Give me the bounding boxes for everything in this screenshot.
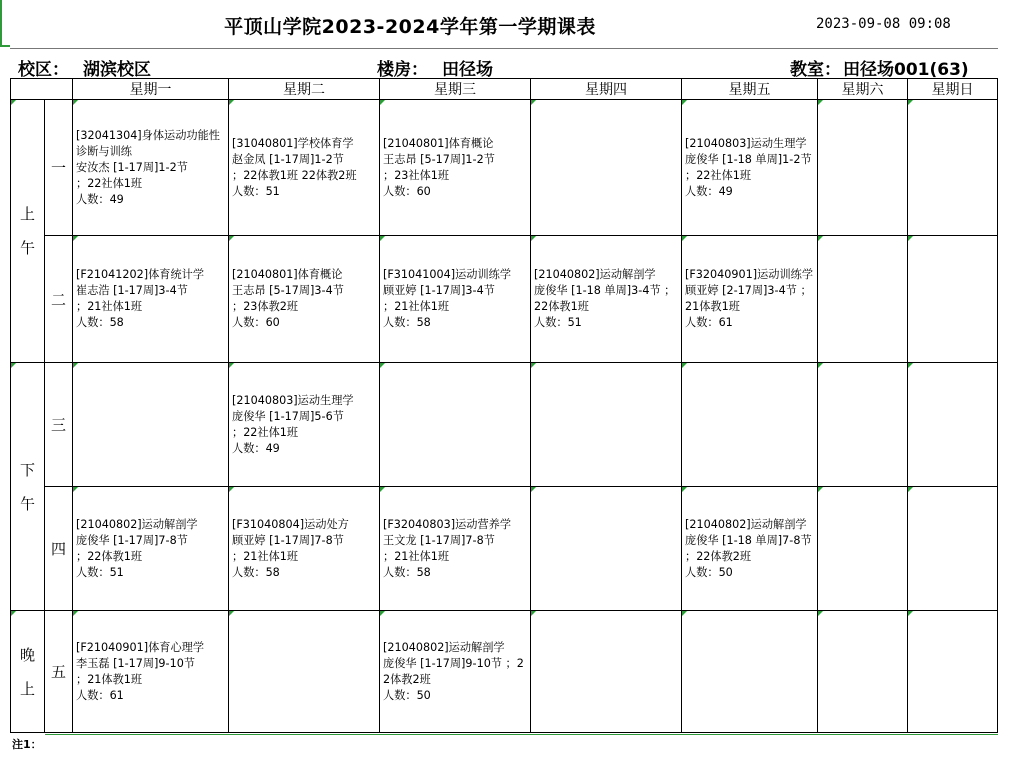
schedule-cell[interactable] bbox=[229, 100, 380, 236]
course-line: ；21社体1班 bbox=[383, 300, 450, 313]
cell-marker bbox=[682, 100, 687, 105]
course-line: 崔志浩 [1-17周]3-4节 bbox=[76, 284, 188, 297]
course-line: [21040802]运动解剖学 bbox=[383, 640, 505, 654]
section-label bbox=[11, 611, 45, 733]
course-line: [21040802]运动解剖学 bbox=[685, 517, 807, 531]
cell-marker bbox=[818, 363, 823, 368]
day-header: 星期日 bbox=[908, 79, 998, 100]
course-line: [21040802]运动解剖学 bbox=[76, 517, 198, 531]
cell-marker bbox=[73, 236, 78, 241]
period-number: 四 bbox=[45, 487, 73, 611]
cell-marker bbox=[229, 100, 234, 105]
schedule-cell[interactable] bbox=[818, 100, 908, 236]
schedule-cell[interactable] bbox=[380, 100, 531, 236]
course-line: [F31040804]运动处方 bbox=[232, 517, 349, 531]
section-char: 午 bbox=[19, 494, 35, 513]
cell-marker bbox=[531, 487, 536, 492]
course-line: 人数：61 bbox=[76, 688, 124, 702]
course-line: ；21社体1班 bbox=[383, 549, 450, 563]
cell-marker bbox=[73, 487, 78, 492]
course-line: 人数：58 bbox=[383, 316, 431, 329]
day-header: 星期一 bbox=[73, 79, 229, 100]
cell-marker bbox=[11, 100, 16, 105]
course-line: 赵金凤 [1-17周]1-2节 bbox=[232, 152, 344, 166]
schedule-cell[interactable] bbox=[531, 611, 682, 733]
schedule-cell[interactable] bbox=[818, 236, 908, 363]
course-line: [F21040901]体育心理学 bbox=[76, 640, 205, 654]
cell-marker bbox=[682, 611, 687, 616]
course-line: 人数：49 bbox=[685, 184, 733, 198]
schedule-cell[interactable] bbox=[73, 236, 229, 363]
course-line: 庞俊华 [1-18 单周]7-8节 ；22体教2班 bbox=[685, 533, 816, 563]
schedule-cell[interactable] bbox=[73, 100, 229, 236]
course-line: [31040801]学校体育学 bbox=[232, 136, 354, 150]
cell-marker bbox=[229, 487, 234, 492]
schedule-cell[interactable] bbox=[908, 236, 998, 363]
course-line: 庞俊华 [1-17周]5-6节 bbox=[232, 409, 344, 423]
schedule-cell[interactable] bbox=[908, 363, 998, 487]
period-row bbox=[11, 487, 998, 611]
header-row bbox=[11, 79, 998, 100]
course-line: ；22社体1班 bbox=[232, 425, 299, 439]
cell-marker bbox=[818, 100, 823, 105]
course-line: 人数：60 bbox=[232, 316, 280, 329]
campus-info bbox=[18, 55, 151, 80]
schedule-cell[interactable] bbox=[908, 100, 998, 236]
course-line: [21040801]体育概论 bbox=[383, 136, 494, 150]
schedule-cell[interactable] bbox=[682, 236, 818, 363]
cell-marker bbox=[908, 363, 913, 368]
course-line: 人数：51 bbox=[232, 184, 280, 198]
schedule-cell[interactable] bbox=[531, 363, 682, 487]
period-number: 三 bbox=[45, 363, 73, 487]
section-label bbox=[11, 100, 45, 363]
section-label bbox=[11, 363, 45, 611]
day-header: 星期三 bbox=[380, 79, 531, 100]
schedule-cell[interactable] bbox=[818, 611, 908, 733]
period-number: 二 bbox=[45, 236, 73, 363]
schedule-cell[interactable] bbox=[380, 363, 531, 487]
course-line: [F31041004]运动训练学 bbox=[383, 268, 512, 281]
schedule-cell[interactable] bbox=[531, 487, 682, 611]
room-label: 教室： bbox=[790, 60, 841, 80]
section-char: 上 bbox=[19, 205, 35, 223]
course-line: [F21041202]体育统计学 bbox=[76, 268, 205, 281]
cell-marker bbox=[818, 487, 823, 492]
cell-marker bbox=[682, 236, 687, 241]
course-line: 人数：61 bbox=[685, 316, 733, 329]
course-line: [21040801]体育概论 bbox=[232, 268, 343, 281]
course-line: 王志昂 [5-17周]1-2节 bbox=[383, 152, 495, 166]
day-header: 星期四 bbox=[531, 79, 682, 100]
schedule-cell[interactable] bbox=[229, 363, 380, 487]
course-line: 顾亚婷 [1-17周]3-4节 bbox=[383, 284, 495, 297]
course-line: ；23社体1班 bbox=[383, 168, 450, 182]
cell-marker bbox=[531, 611, 536, 616]
room-info bbox=[790, 55, 969, 80]
schedule-cell[interactable] bbox=[229, 236, 380, 363]
cell-marker bbox=[11, 363, 16, 368]
course-line: ；21社体1班 bbox=[76, 300, 143, 313]
course-line: [F32040901]运动训练学 bbox=[685, 268, 814, 281]
course-line: 人数：58 bbox=[232, 565, 280, 579]
schedule-cell[interactable] bbox=[682, 611, 818, 733]
schedule-cell[interactable] bbox=[908, 487, 998, 611]
footnote: 注1： bbox=[12, 738, 42, 751]
campus-value: 湖滨校区 bbox=[83, 60, 151, 80]
schedule-cell[interactable] bbox=[908, 611, 998, 733]
course-line: ；22社体1班 bbox=[76, 176, 143, 190]
period-row bbox=[11, 611, 998, 733]
course-line: 庞俊华 [1-17周]7-8节 bbox=[76, 533, 188, 547]
cell-marker bbox=[380, 487, 385, 492]
cell-marker bbox=[73, 100, 78, 105]
section-char: 午 bbox=[19, 239, 35, 257]
cell-marker bbox=[682, 487, 687, 492]
cell-marker bbox=[380, 611, 385, 616]
course-line: 人数：49 bbox=[232, 441, 280, 455]
course-line: 顾亚婷 [2-17周]3-4节 ；21体教1班 bbox=[685, 284, 812, 313]
course-line: [21040803]运动生理学 bbox=[685, 136, 807, 150]
course-line: 人数：51 bbox=[76, 565, 124, 579]
schedule-cell[interactable] bbox=[380, 487, 531, 611]
cell-marker bbox=[908, 236, 913, 241]
cell-marker bbox=[380, 236, 385, 241]
course-line: 庞俊华 [1-18 单周]3-4节 ；22体教1班 bbox=[534, 284, 676, 313]
course-line: 人数：49 bbox=[76, 192, 124, 206]
cell-marker bbox=[380, 363, 385, 368]
building-info bbox=[377, 55, 493, 80]
course-line: [F32040803]运动营养学 bbox=[383, 517, 512, 531]
course-line: 庞俊华 [1-17周]9-10节 ；22体教2班 bbox=[383, 656, 524, 686]
schedule-cell[interactable] bbox=[531, 100, 682, 236]
course-line: 安汝杰 [1-17周]1-2节 bbox=[76, 160, 188, 174]
corner-cell bbox=[11, 79, 73, 100]
course-line: [21040802]运动解剖学 bbox=[534, 268, 656, 281]
cell-marker bbox=[73, 363, 78, 368]
period-row bbox=[11, 100, 998, 236]
page-title: 平顶山学院2023-2024学年第一学期课表 bbox=[224, 16, 596, 38]
room-value: 田径场001(63) bbox=[843, 60, 969, 80]
day-header: 星期二 bbox=[229, 79, 380, 100]
cell-marker bbox=[908, 611, 913, 616]
schedule-cell[interactable] bbox=[531, 236, 682, 363]
schedule-cell[interactable] bbox=[682, 487, 818, 611]
section-char: 晚 bbox=[19, 645, 35, 664]
cell-marker bbox=[818, 236, 823, 241]
title-divider bbox=[10, 48, 998, 49]
period-row bbox=[11, 363, 998, 487]
course-line: 人数：51 bbox=[534, 316, 582, 329]
cell-marker bbox=[11, 611, 16, 616]
period-number: 一 bbox=[45, 100, 73, 236]
day-header: 星期六 bbox=[818, 79, 908, 100]
course-line: 人数：60 bbox=[383, 184, 431, 198]
schedule-cell[interactable] bbox=[73, 487, 229, 611]
cell-marker bbox=[682, 363, 687, 368]
cell-marker bbox=[908, 100, 913, 105]
course-line: 人数：50 bbox=[383, 688, 431, 702]
course-line: 人数：58 bbox=[76, 316, 124, 329]
cell-marker bbox=[531, 100, 536, 105]
course-line: ；23体教2班 bbox=[232, 300, 299, 313]
timetable bbox=[10, 78, 998, 733]
cell-marker bbox=[531, 363, 536, 368]
course-line: 人数：50 bbox=[685, 565, 733, 579]
table-bottom-line bbox=[45, 734, 998, 735]
day-header: 星期五 bbox=[682, 79, 818, 100]
cell-marker bbox=[73, 611, 78, 616]
course-line: ；22体教1班 22体教2班 bbox=[232, 168, 357, 182]
course-line: 顾亚婷 [1-17周]7-8节 bbox=[232, 533, 344, 547]
cell-marker bbox=[229, 363, 234, 368]
schedule-cell[interactable] bbox=[73, 363, 229, 487]
cell-marker bbox=[531, 236, 536, 241]
course-line: 人数：58 bbox=[383, 565, 431, 579]
schedule-cell[interactable] bbox=[380, 236, 531, 363]
cell-marker bbox=[818, 611, 823, 616]
schedule-cell[interactable] bbox=[73, 611, 229, 733]
cell-marker bbox=[229, 611, 234, 616]
period-row bbox=[11, 236, 998, 363]
course-line: 王志昂 [5-17周]3-4节 bbox=[232, 284, 344, 297]
cell-marker bbox=[229, 236, 234, 241]
course-line: ；21体教1班 bbox=[76, 672, 143, 686]
building-value: 田径场 bbox=[442, 60, 493, 80]
cell-marker bbox=[380, 100, 385, 105]
schedule-cell[interactable] bbox=[818, 487, 908, 611]
schedule-cell[interactable] bbox=[229, 487, 380, 611]
print-timestamp: 2023-09-08 09:08 bbox=[816, 16, 951, 32]
course-line: 庞俊华 [1-18 单周]1-2节 ；22社体1班 bbox=[685, 152, 816, 182]
schedule-cell[interactable] bbox=[818, 363, 908, 487]
course-line: [21040803]运动生理学 bbox=[232, 393, 354, 407]
period-number: 五 bbox=[45, 611, 73, 733]
campus-label: 校区： bbox=[18, 60, 69, 80]
course-line: [32041304]身体运动功能性诊断与训练 bbox=[76, 128, 220, 158]
course-line: ；22体教1班 bbox=[76, 549, 143, 563]
course-line: 王文龙 [1-17周]7-8节 bbox=[383, 533, 495, 547]
section-char: 上 bbox=[19, 679, 35, 698]
building-label: 楼房： bbox=[377, 60, 428, 80]
schedule-cell[interactable] bbox=[380, 611, 531, 733]
schedule-cell[interactable] bbox=[682, 100, 818, 236]
section-char: 下 bbox=[19, 460, 35, 479]
course-line: 李玉磊 [1-17周]9-10节 bbox=[76, 656, 196, 670]
schedule-cell[interactable] bbox=[229, 611, 380, 733]
schedule-cell[interactable] bbox=[682, 363, 818, 487]
course-line: ；21社体1班 bbox=[232, 549, 299, 563]
cell-marker bbox=[908, 487, 913, 492]
